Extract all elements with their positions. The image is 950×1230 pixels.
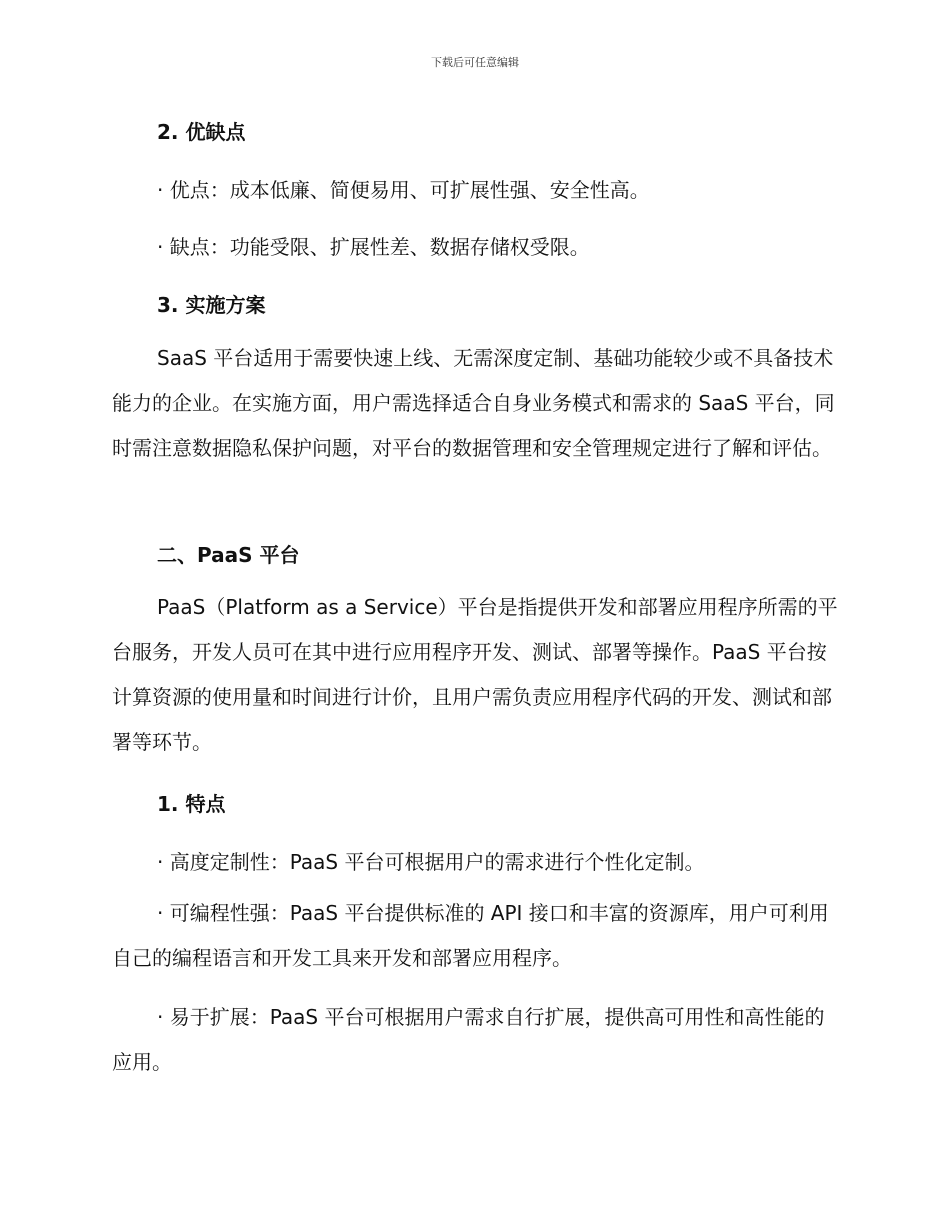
paas-paragraph: PaaS（Platform as a Service）平台是指提供开发和部署应用程序所需的平台服务，开发人员可在其中进行应用程序开发、测试、部署等操作。PaaS 平台按计算资源的使用量和时间进行计价，且用户需负责应用程序代码的开发、测试和部署等环节。: [112, 595, 838, 754]
feature-customizability: · 高度定制性：PaaS 平台可根据用户的需求进行个性化定制。: [157, 850, 705, 874]
page-header-note: 下载后可任意编辑: [431, 56, 519, 69]
cons-bullet: · 缺点：功能受限、扩展性差、数据存储权受限。: [157, 235, 590, 259]
pros-bullet: · 优点：成本低廉、简便易用、可扩展性强、安全性高。: [157, 178, 650, 202]
feature-programmability: · 可编程性强：PaaS 平台提供标准的 API 接口和丰富的资源库，用户可利用自己的编程语言和开发工具来开发和部署应用程序。: [112, 901, 829, 970]
implementation-paragraph: SaaS 平台适用于需要快速上线、无需深度定制、基础功能较少或不具备技术能力的企业。在实施方面，用户需选择适合自身业务模式和需求的 SaaS 平台，同时需注意数据隐私保护问题，对平台的数据管理和安全管理规定进行了解和评估。: [112, 346, 835, 460]
heading-implementation: 3. 实施方案: [157, 293, 266, 317]
heading-paas-platform: 二、PaaS 平台: [157, 543, 300, 567]
feature-scalability: · 易于扩展：PaaS 平台可根据用户需求自行扩展，提供高可用性和高性能的应用。: [112, 1005, 825, 1074]
heading-features: 1. 特点: [157, 792, 226, 816]
heading-pros-cons: 2. 优缺点: [157, 120, 246, 144]
